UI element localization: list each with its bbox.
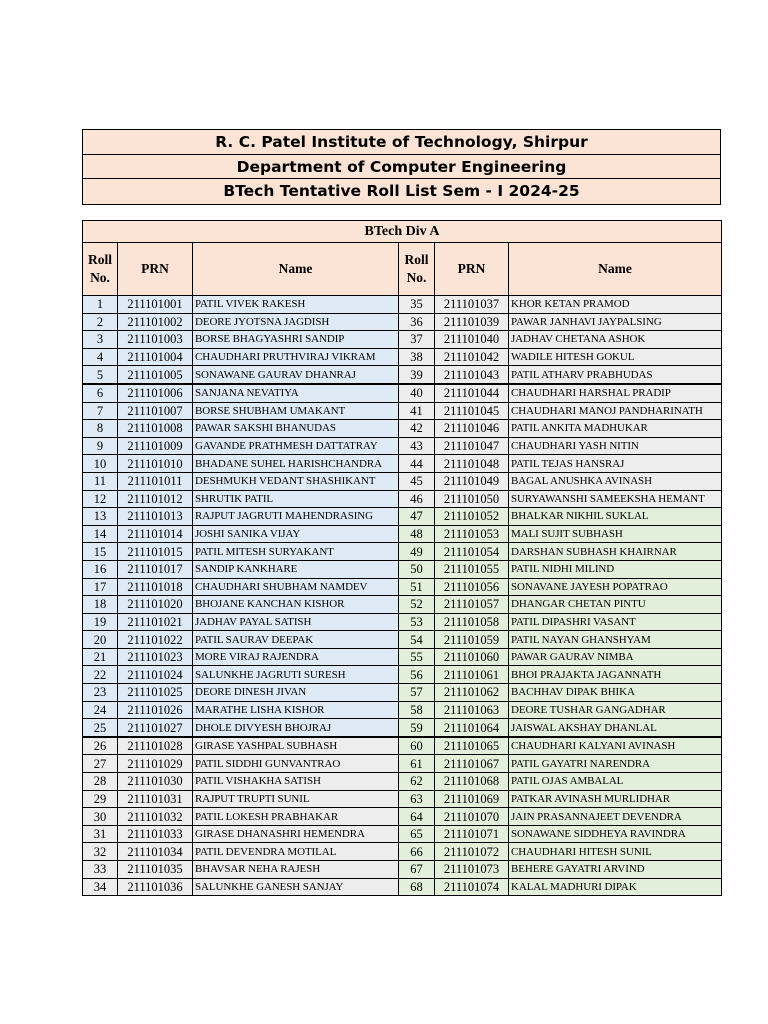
student-name: BACHHAV DIPAK BHIKA: [509, 684, 722, 702]
table-row: [83, 737, 722, 755]
roll-number: 23: [83, 684, 118, 702]
roll-number: 22: [83, 666, 118, 684]
roll-number: 11: [83, 472, 118, 490]
roll-number: 12: [83, 490, 118, 508]
roll-number: 8: [83, 420, 118, 438]
prn-number: 211101010: [118, 455, 193, 473]
roll-number: 56: [399, 666, 435, 684]
roll-number: 68: [399, 878, 435, 896]
prn-number: 211101056: [435, 578, 509, 596]
table-row: [83, 755, 722, 773]
roll-number: 64: [399, 808, 435, 826]
prn-number: 211101040: [435, 331, 509, 349]
prn-number: 211101050: [435, 490, 509, 508]
prn-number: 211101027: [118, 719, 193, 737]
table-row: [83, 719, 722, 737]
student-name: PATIL DEVENDRA MOTILAL: [193, 843, 399, 861]
prn-number: 211101071: [435, 825, 509, 843]
prn-number: 211101055: [435, 560, 509, 578]
prn-number: 211101042: [435, 348, 509, 366]
column-header-roll: Roll No.: [399, 243, 435, 296]
roll-number: 55: [399, 648, 435, 666]
prn-number: 211101037: [435, 296, 509, 314]
prn-number: 211101033: [118, 825, 193, 843]
roll-number: 37: [399, 331, 435, 349]
prn-number: 211101009: [118, 437, 193, 455]
student-name: JAISWAL AKSHAY DHANLAL: [509, 719, 722, 737]
student-name: SURYAWANSHI SAMEEKSHA HEMANT: [509, 490, 722, 508]
student-name: PATKAR AVINASH MURLIDHAR: [509, 790, 722, 808]
prn-number: 211101047: [435, 437, 509, 455]
student-name: SALUNKHE GANESH SANJAY: [193, 878, 399, 896]
table-row: [83, 825, 722, 843]
student-name: GIRASE DHANASHRI HEMENDRA: [193, 825, 399, 843]
student-name: PATIL VISHAKHA SATISH: [193, 773, 399, 791]
roll-number: 38: [399, 348, 435, 366]
prn-number: 211101048: [435, 455, 509, 473]
student-name: RAJPUT JAGRUTI MAHENDRASING: [193, 508, 399, 526]
roll-list-table: [82, 220, 722, 896]
prn-number: 211101021: [118, 613, 193, 631]
roll-number: 52: [399, 596, 435, 614]
prn-number: 211101052: [435, 508, 509, 526]
student-name: BHALKAR NIKHIL SUKLAL: [509, 508, 722, 526]
roll-number: 6: [83, 384, 118, 402]
prn-number: 211101049: [435, 472, 509, 490]
student-name: DESHMUKH VEDANT SHASHIKANT: [193, 472, 399, 490]
table-row: [83, 366, 722, 384]
roll-number: 14: [83, 525, 118, 543]
prn-number: 211101015: [118, 543, 193, 561]
roll-number: 28: [83, 773, 118, 791]
roll-number: 2: [83, 313, 118, 331]
table-row: [83, 843, 722, 861]
prn-number: 211101003: [118, 331, 193, 349]
roll-number: 19: [83, 613, 118, 631]
institute-name: R. C. Patel Institute of Technology, Shirpur: [83, 130, 720, 155]
student-name: PATIL ATHARV PRABHUDAS: [509, 366, 722, 384]
roll-number: 65: [399, 825, 435, 843]
prn-number: 211101067: [435, 755, 509, 773]
prn-number: 211101034: [118, 843, 193, 861]
department-name: Department of Computer Engineering: [83, 155, 720, 180]
prn-number: 211101007: [118, 402, 193, 420]
student-name: DHOLE DIVYESH BHOJRAJ: [193, 719, 399, 737]
table-row: [83, 648, 722, 666]
prn-number: 211101045: [435, 402, 509, 420]
student-name: JAIN PRASANNAJEET DEVENDRA: [509, 808, 722, 826]
student-name: KHOR KETAN PRAMOD: [509, 296, 722, 314]
table-row: [83, 666, 722, 684]
table-row: [83, 773, 722, 791]
prn-number: 211101073: [435, 861, 509, 879]
roll-number: 59: [399, 719, 435, 737]
roll-number: 30: [83, 808, 118, 826]
prn-number: 211101065: [435, 737, 509, 755]
roll-number: 26: [83, 737, 118, 755]
prn-number: 211101017: [118, 560, 193, 578]
roll-number: 48: [399, 525, 435, 543]
prn-number: 211101022: [118, 631, 193, 649]
prn-number: 211101043: [435, 366, 509, 384]
roll-number: 67: [399, 861, 435, 879]
student-name: BHAVSAR NEHA RAJESH: [193, 861, 399, 879]
student-name: CHAUDHARI KALYANI AVINASH: [509, 737, 722, 755]
table-row: [83, 808, 722, 826]
student-name: BHOJANE KANCHAN KISHOR: [193, 596, 399, 614]
prn-number: 211101018: [118, 578, 193, 596]
roll-number: 54: [399, 631, 435, 649]
prn-number: 211101072: [435, 843, 509, 861]
roll-number: 34: [83, 878, 118, 896]
roll-number: 10: [83, 455, 118, 473]
roll-number: 13: [83, 508, 118, 526]
roll-number: 39: [399, 366, 435, 384]
prn-number: 211101012: [118, 490, 193, 508]
student-name: JADHAV CHETANA ASHOK: [509, 331, 722, 349]
table-row: [83, 313, 722, 331]
student-name: BORSE SHUBHAM UMAKANT: [193, 402, 399, 420]
table-row: [83, 348, 722, 366]
title-block: [82, 129, 721, 205]
student-name: BORSE BHAGYASHRI SANDIP: [193, 331, 399, 349]
column-header-roll: Roll No.: [83, 243, 118, 296]
table-row: [83, 455, 722, 473]
student-name: DEORE JYOTSNA JAGDISH: [193, 313, 399, 331]
student-name: SHRUTIK PATIL: [193, 490, 399, 508]
prn-number: 211101002: [118, 313, 193, 331]
roll-number: 45: [399, 472, 435, 490]
roll-number: 9: [83, 437, 118, 455]
student-name: JADHAV PAYAL SATISH: [193, 613, 399, 631]
roll-number: 62: [399, 773, 435, 791]
roll-number: 42: [399, 420, 435, 438]
table-row: [83, 878, 722, 896]
division-title: BTech Div A: [83, 221, 722, 243]
table-row: [83, 631, 722, 649]
prn-number: 211101061: [435, 666, 509, 684]
roll-number: 60: [399, 737, 435, 755]
roll-number: 57: [399, 684, 435, 702]
prn-number: 211101068: [435, 773, 509, 791]
table-row: [83, 331, 722, 349]
roll-number: 3: [83, 331, 118, 349]
roll-number: 61: [399, 755, 435, 773]
student-name: BHOI PRAJAKTA JAGANNATH: [509, 666, 722, 684]
prn-number: 211101064: [435, 719, 509, 737]
student-name: PATIL LOKESH PRABHAKAR: [193, 808, 399, 826]
prn-number: 211101046: [435, 420, 509, 438]
student-name: DEORE TUSHAR GANGADHAR: [509, 701, 722, 719]
student-name: SANJANA NEVATIYA: [193, 384, 399, 402]
prn-number: 211101062: [435, 684, 509, 702]
student-name: SONAVANE JAYESH POPATRAO: [509, 578, 722, 596]
student-name: PATIL ANKITA MADHUKAR: [509, 420, 722, 438]
roll-number: 15: [83, 543, 118, 561]
column-header-prn: PRN: [435, 243, 509, 296]
student-name: BAGAL ANUSHKA AVINASH: [509, 472, 722, 490]
column-header-name: Name: [193, 243, 399, 296]
student-name: GAVANDE PRATHMESH DATTATRAY: [193, 437, 399, 455]
roll-number: 63: [399, 790, 435, 808]
roll-number: 36: [399, 313, 435, 331]
table-row: [83, 596, 722, 614]
roll-number: 41: [399, 402, 435, 420]
roll-number: 31: [83, 825, 118, 843]
roll-number: 33: [83, 861, 118, 879]
prn-number: 211101063: [435, 701, 509, 719]
student-name: CHAUDHARI MANOJ PANDHARINATH: [509, 402, 722, 420]
roll-number: 43: [399, 437, 435, 455]
student-name: SONAWANE GAURAV DHANRAJ: [193, 366, 399, 384]
student-name: PATIL GAYATRI NARENDRA: [509, 755, 722, 773]
prn-number: 211101032: [118, 808, 193, 826]
table-row: [83, 472, 722, 490]
prn-number: 211101053: [435, 525, 509, 543]
roll-number: 46: [399, 490, 435, 508]
roll-number: 51: [399, 578, 435, 596]
student-name: PATIL TEJAS HANSRAJ: [509, 455, 722, 473]
prn-number: 211101011: [118, 472, 193, 490]
student-name: WADILE HITESH GOKUL: [509, 348, 722, 366]
student-name: PATIL OJAS AMBALAL: [509, 773, 722, 791]
student-name: MALI SUJIT SUBHASH: [509, 525, 722, 543]
student-name: GIRASE YASHPAL SUBHASH: [193, 737, 399, 755]
student-name: PATIL SAURAV DEEPAK: [193, 631, 399, 649]
roll-number: 5: [83, 366, 118, 384]
prn-number: 211101004: [118, 348, 193, 366]
prn-number: 211101060: [435, 648, 509, 666]
prn-number: 211101031: [118, 790, 193, 808]
student-name: CHAUDHARI HITESH SUNIL: [509, 843, 722, 861]
roll-number: 35: [399, 296, 435, 314]
roll-number: 16: [83, 560, 118, 578]
table-row: [83, 543, 722, 561]
roll-number: 7: [83, 402, 118, 420]
roll-number: 32: [83, 843, 118, 861]
student-name: PATIL DIPASHRI VASANT: [509, 613, 722, 631]
prn-number: 211101005: [118, 366, 193, 384]
prn-number: 211101024: [118, 666, 193, 684]
list-title: BTech Tentative Roll List Sem - I 2024-25: [83, 179, 720, 204]
student-name: JOSHI SANIKA VIJAY: [193, 525, 399, 543]
student-name: MARATHE LISHA KISHOR: [193, 701, 399, 719]
roll-number: 27: [83, 755, 118, 773]
prn-number: 211101070: [435, 808, 509, 826]
roll-number: 20: [83, 631, 118, 649]
student-name: CHAUDHARI PRUTHVIRAJ VIKRAM: [193, 348, 399, 366]
table-row: [83, 701, 722, 719]
prn-number: 211101001: [118, 296, 193, 314]
prn-number: 211101006: [118, 384, 193, 402]
student-name: PAWAR SAKSHI BHANUDAS: [193, 420, 399, 438]
prn-number: 211101013: [118, 508, 193, 526]
prn-number: 211101029: [118, 755, 193, 773]
student-name: DARSHAN SUBHASH KHAIRNAR: [509, 543, 722, 561]
student-name: CHAUDHARI YASH NITIN: [509, 437, 722, 455]
table-row: [83, 613, 722, 631]
student-name: BEHERE GAYATRI ARVIND: [509, 861, 722, 879]
prn-number: 211101025: [118, 684, 193, 702]
prn-number: 211101059: [435, 631, 509, 649]
prn-number: 211101028: [118, 737, 193, 755]
student-name: SONAWANE SIDDHEYA RAVINDRA: [509, 825, 722, 843]
table-row: [83, 578, 722, 596]
roll-number: 24: [83, 701, 118, 719]
roll-number: 1: [83, 296, 118, 314]
student-name: KALAL MADHURI DIPAK: [509, 878, 722, 896]
prn-number: 211101020: [118, 596, 193, 614]
roll-number: 18: [83, 596, 118, 614]
student-name: PATIL NIDHI MILIND: [509, 560, 722, 578]
table-row: [83, 861, 722, 879]
prn-number: 211101023: [118, 648, 193, 666]
column-header-prn: PRN: [118, 243, 193, 296]
student-name: SANDIP KANKHARE: [193, 560, 399, 578]
roll-number: 40: [399, 384, 435, 402]
roll-list-body: [83, 296, 722, 896]
roll-number: 29: [83, 790, 118, 808]
prn-number: 211101057: [435, 596, 509, 614]
column-header-name: Name: [509, 243, 722, 296]
roll-number: 49: [399, 543, 435, 561]
table-row: [83, 490, 722, 508]
prn-number: 211101036: [118, 878, 193, 896]
student-name: CHAUDHARI SHUBHAM NAMDEV: [193, 578, 399, 596]
roll-number: 58: [399, 701, 435, 719]
roll-number: 50: [399, 560, 435, 578]
prn-number: 211101035: [118, 861, 193, 879]
student-name: PATIL MITESH SURYAKANT: [193, 543, 399, 561]
roll-number: 66: [399, 843, 435, 861]
table-row: [83, 790, 722, 808]
roll-number: 44: [399, 455, 435, 473]
table-row: [83, 402, 722, 420]
student-name: RAJPUT TRUPTI SUNIL: [193, 790, 399, 808]
table-row: [83, 437, 722, 455]
student-name: MORE VIRAJ RAJENDRA: [193, 648, 399, 666]
student-name: PATIL SIDDHI GUNVANTRAO: [193, 755, 399, 773]
table-row: [83, 508, 722, 526]
prn-number: 211101074: [435, 878, 509, 896]
table-row: [83, 296, 722, 314]
roll-number: 53: [399, 613, 435, 631]
roll-number: 4: [83, 348, 118, 366]
student-name: DEORE DINESH JIVAN: [193, 684, 399, 702]
prn-number: 211101008: [118, 420, 193, 438]
prn-number: 211101044: [435, 384, 509, 402]
prn-number: 211101058: [435, 613, 509, 631]
prn-number: 211101026: [118, 701, 193, 719]
roll-number: 25: [83, 719, 118, 737]
student-name: PAWAR GAURAV NIMBA: [509, 648, 722, 666]
roll-number: 17: [83, 578, 118, 596]
student-name: PATIL NAYAN GHANSHYAM: [509, 631, 722, 649]
student-name: PATIL VIVEK RAKESH: [193, 296, 399, 314]
student-name: BHADANE SUHEL HARISHCHANDRA: [193, 455, 399, 473]
student-name: PAWAR JANHAVI JAYPALSING: [509, 313, 722, 331]
prn-number: 211101030: [118, 773, 193, 791]
table-row: [83, 560, 722, 578]
table-row: [83, 420, 722, 438]
prn-number: 211101054: [435, 543, 509, 561]
student-name: CHAUDHARI HARSHAL PRADIP: [509, 384, 722, 402]
table-row: [83, 525, 722, 543]
prn-number: 211101069: [435, 790, 509, 808]
table-row: [83, 684, 722, 702]
student-name: DHANGAR CHETAN PINTU: [509, 596, 722, 614]
student-name: SALUNKHE JAGRUTI SURESH: [193, 666, 399, 684]
table-row: [83, 384, 722, 402]
roll-number: 21: [83, 648, 118, 666]
prn-number: 211101014: [118, 525, 193, 543]
prn-number: 211101039: [435, 313, 509, 331]
roll-number: 47: [399, 508, 435, 526]
